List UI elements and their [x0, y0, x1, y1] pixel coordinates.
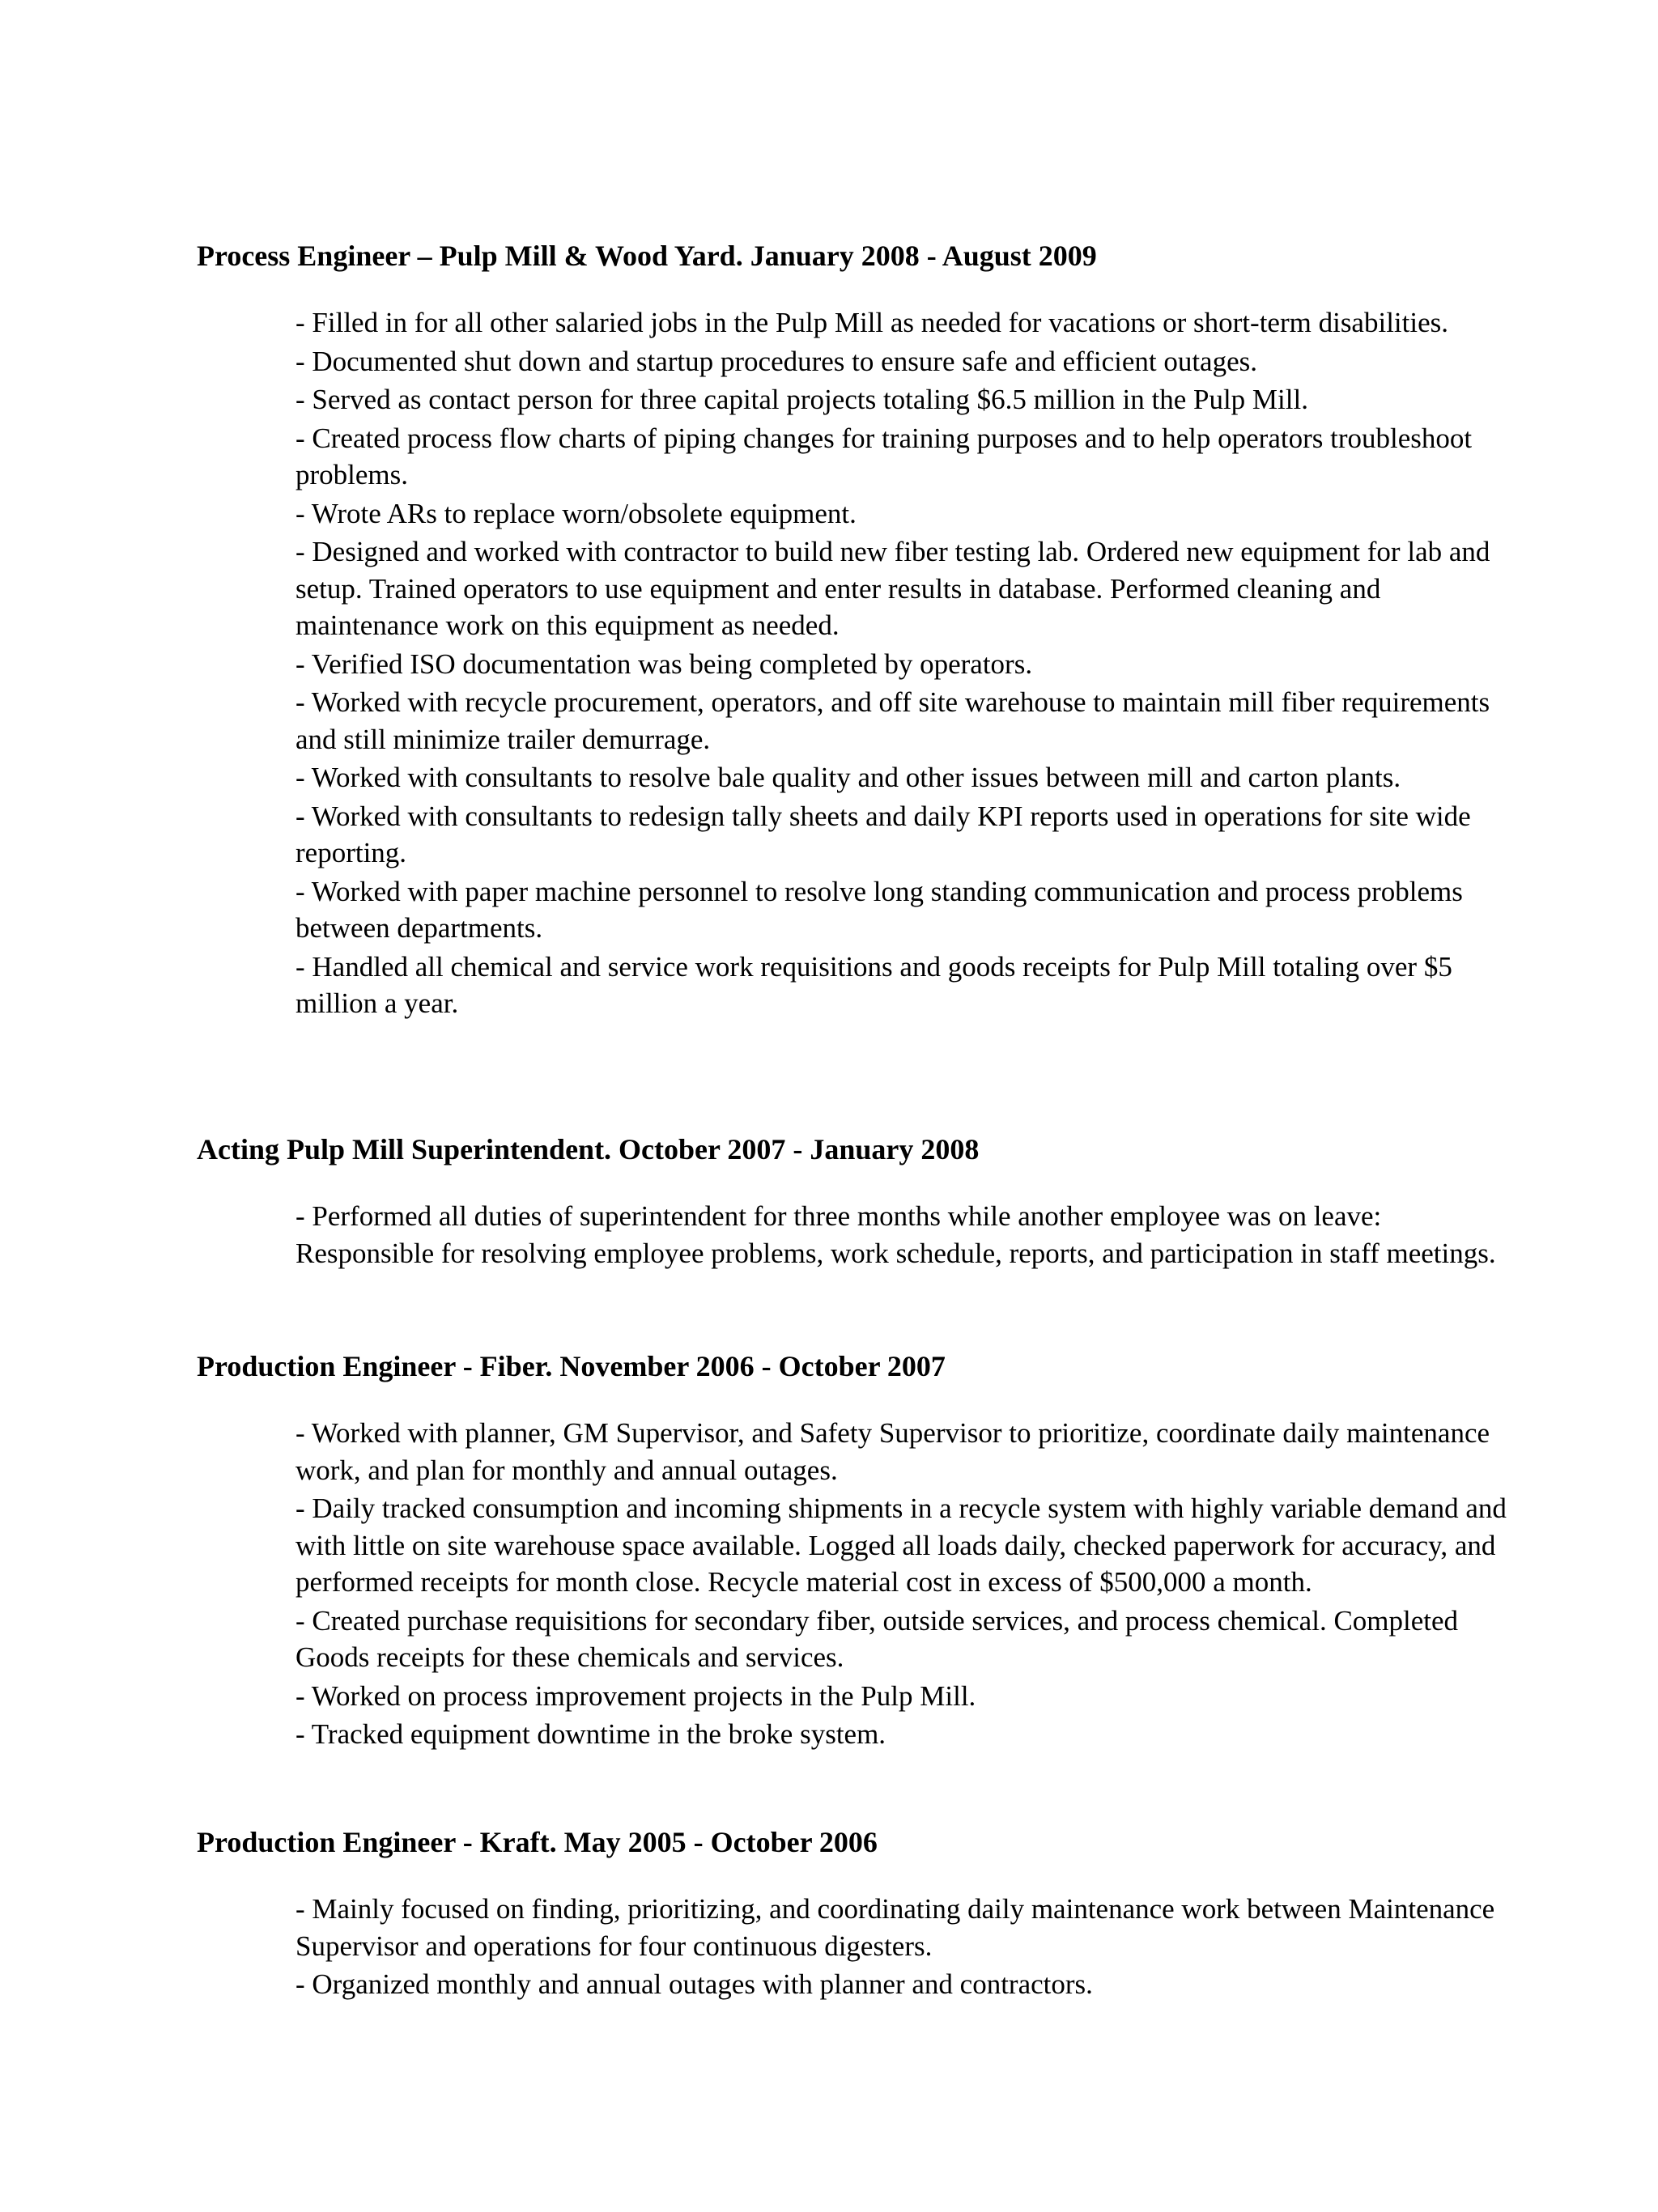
duty-item: - Created purchase requisitions for secondary fiber, outside services, and process chemical. Completed Goods receipts for these chemicals and services. [295, 1604, 1459, 1673]
duty-item: - Created process flow charts of piping changes for training purposes and to help operators troubleshoot problems. [295, 422, 1473, 490]
job-duties-list [295, 304, 1510, 1024]
duty-item: - Tracked equipment downtime in the broke system. [295, 1718, 886, 1750]
job-heading: Production Engineer - Kraft. May 2005 - October 2006 [197, 1826, 878, 1858]
duty-item: - Performed all duties of superintendent for three months while another employee was on leave: Responsible for resolving employee problems, work schedule, reports, and participation in staff meetings. [295, 1200, 1496, 1269]
job-duties-list [295, 1891, 1510, 2005]
duty-item: - Designed and worked with contractor to build new fiber testing lab. Ordered new equipment for lab and setup. Trained operators to use equipment and enter results in database. Performed cleaning and maintenance work on this equipment as needed. [295, 536, 1490, 641]
job-heading: Process Engineer – Pulp Mill & Wood Yard. January 2008 - August 2009 [197, 240, 1097, 272]
duty-item: - Daily tracked consumption and incoming shipments in a recycle system with highly variable demand and with little on site warehouse space available. Logged all loads daily, checked paperwork for accuracy, and performed receipts for month close. Recycle material cost in excess of $500,000 a month. [295, 1492, 1507, 1598]
duty-item: - Served as contact person for three capital projects totaling $6.5 million in the Pulp Mill. [295, 384, 1308, 415]
duty-item: - Mainly focused on finding, prioritizing, and coordinating daily maintenance work between Maintenance Supervisor and operations for four continuous digesters. [295, 1893, 1495, 1962]
duty-item: - Wrote ARs to replace worn/obsolete equipment. [295, 497, 857, 529]
duty-item: - Filled in for all other salaried jobs in the Pulp Mill as needed for vacations or short-term disabilities. [295, 307, 1448, 338]
duty-item: - Handled all chemical and service work requisitions and goods receipts for Pulp Mill totaling over $5 million a year. [295, 950, 1452, 1019]
duty-item: - Verified ISO documentation was being completed by operators. [295, 647, 1033, 680]
duty-item: - Worked with consultants to resolve bale quality and other issues between mill and carton plants. [295, 762, 1401, 793]
duty-item: - Documented shut down and startup procedures to ensure safe and efficient outages. [295, 345, 1258, 377]
job-duties-list [295, 1415, 1510, 1755]
duty-item: - Worked on process improvement projects in the Pulp Mill. [295, 1679, 976, 1712]
duty-item: - Worked with paper machine personnel to resolve long standing communication and process problems between departments. [295, 875, 1463, 944]
job-heading: Production Engineer - Fiber. November 2006 - October 2007 [197, 1350, 946, 1382]
job-duties-list [295, 1198, 1510, 1273]
duty-item: - Worked with consultants to redesign tally sheets and daily KPI reports used in operations for site wide reporting. [295, 800, 1471, 868]
duty-item: - Worked with planner, GM Supervisor, and Safety Supervisor to prioritize, coordinate daily maintenance work, and plan for monthly and annual outages. [295, 1417, 1490, 1486]
job-heading: Acting Pulp Mill Superintendent. October 2007 - January 2008 [197, 1133, 980, 1165]
duty-item: - Worked with recycle procurement, operators, and off site warehouse to maintain mill fiber requirements and still minimize trailer demurrage. [295, 686, 1490, 755]
duty-item: - Organized monthly and annual outages with planner and contractors. [295, 1968, 1093, 2000]
